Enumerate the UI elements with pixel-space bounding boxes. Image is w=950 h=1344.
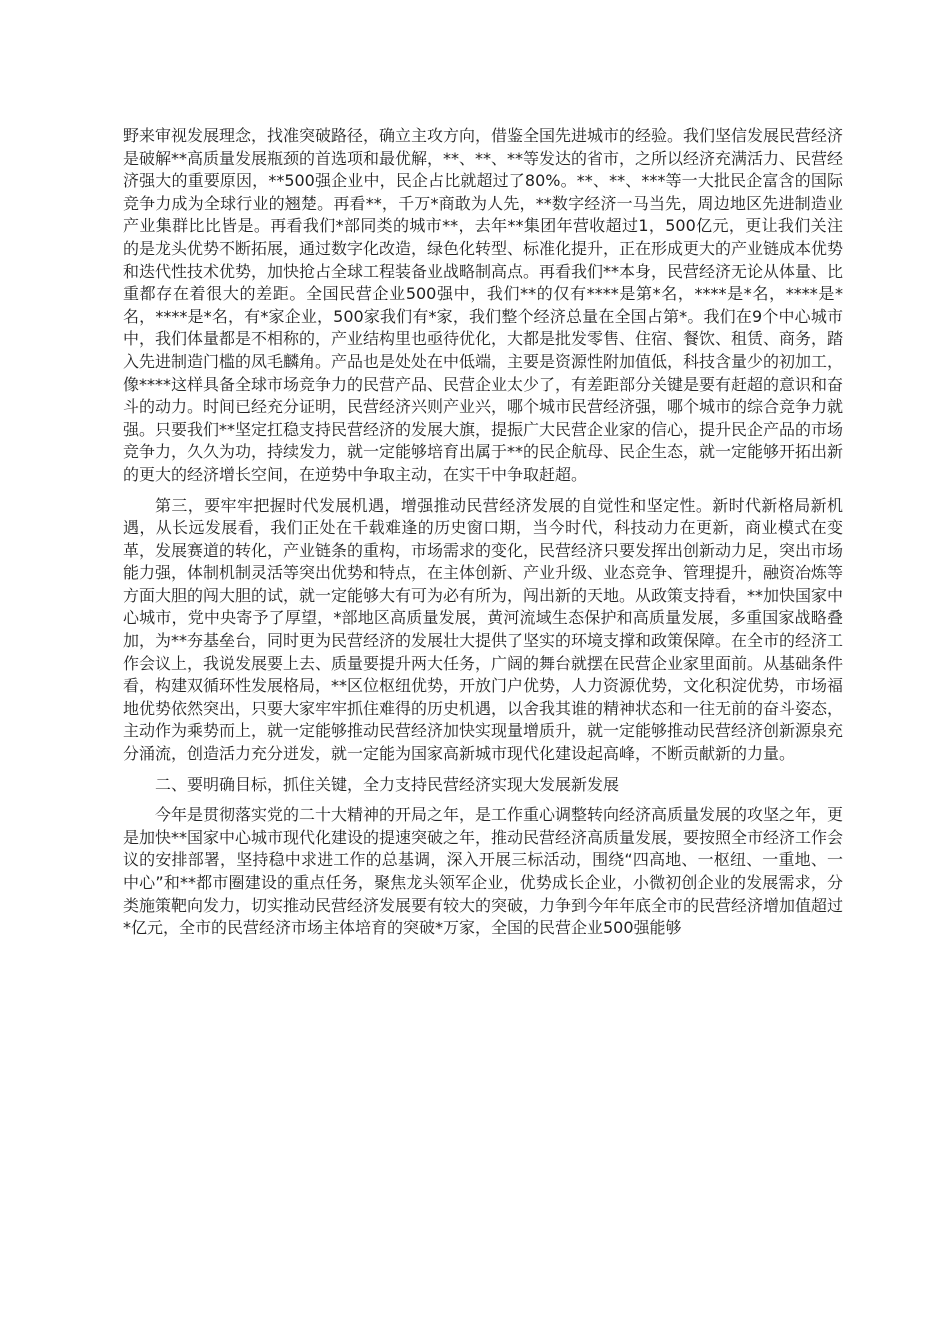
paragraph-continuation: 野来审视发展理念，找准突破路径，确立主攻方向，借鉴全国先进城市的经验。我们坚信发展民营经济是破解**高质量发展瓶颈的首选项和最优解，**、**、**等发达的省市，之所以经济充满活力、民营经济强大的重要原因，**500强企业中，民企占比就超过了80%。**、**、***等一大批民企富含的国际竞争力成为全球行业的翘楚。再看**，千万*商敢为人先，**数字经济一马当先，周边地区先进制造业产业集群比比皆是。再看我们*部同类的城市**，去年**集团年营收超过1，500亿元，更让我们关注的是龙头优势不断拓展，通过数字化改造，绿色化转型、标准化提升，正在形成更大的产业链成本优势和迭代性技术优势，加快抢占全球工程装备业战略制高点。再看我们**本身，民营经济无论从体量、比重都存在着很大的差距。全国民营企业500强中，我们**的仅有****是第*名，****是*名，****是*名，****是*名，有*家企业，500家我们有*家，我们整个经济总量在全国占第*。我们在9个中心城市中，我们体量都是不相称的，产业结构里也亟待优化，大都是批发零售、住宿、餐饮、租赁、商务，踏入先进制造门槛的凤毛麟角。产品也是处处在中低端，主要是资源性附加值低，科技含量少的初加工，像****这样具备全球市场竞争力的民营产品、民营企业太少了，有差距部分关键是要有赶超的意识和奋斗的动力。时间已经充分证明，民营经济兴则产业兴，哪个城市民营经济强，哪个城市的综合竞争力就强。只要我们**坚定扛稳支持民营经济的发展大旗，提振广大民营企业家的信心，提升民企产品的市场竞争力，久久为功，持续发力，就一定能够培育出属于**的民企航母、民企生态，就一定能够开拓出新的更大的经济增长空间，在逆势中争取主动，在实干中争取赶超。: [123, 126, 844, 484]
document-page: [123, 125, 843, 948]
paragraph-third-point: 第三，要牢牢把握时代发展机遇，增强推动民营经济发展的自觉性和坚定性。新时代新格局新机遇，从长远发展看，我们正处在千载难逢的历史窗口期，当今时代，科技动力在更新，商业模式在变革，发展赛道的转化，产业链条的重构，市场需求的变化，民营经济只要发挥出创新动力足，突出市场能力强，体制机制灵活等突出优势和特点，在主体创新、产业升级、业态竞争、管理提升，融资冶炼等方面大胆的闯大胆的试，就一定能够大有可为必有所为，闯出新的天地。从政策支持看，**加快国家中心城市，党中央寄予了厚望，*部地区高质量发展，黄河流域生态保护和高质量发展，多重国家战略叠加，为**夯基垒台，同时更为民营经济的发展壮大提供了坚实的环境支撑和政策保障。在全市的经济工作会议上，我说发展要上去、质量要提升两大任务，广阔的舞台就摆在民营企业家里面前。从基础条件看，构建双循环性发展格局，**区位枢纽优势，开放门户优势，人力资源优势，文化积淀优势，市场福地优势依然突出，只要大家牢牢抓住难得的历史机遇，以舍我其谁的精神状态和一往无前的奋斗姿态，主动作为乘势而上，就一定能够推动民营经济加快实现量增质升，就一定能够推动民营经济创新源泉充分涌流，创造活力充分迸发，就一定能为国家高新城市现代化建设起高峰，不断贡献新的力量。: [123, 495, 844, 764]
section-heading: 二、要明确目标，抓住关键，全力支持民营经济实现大发展新发展: [155, 774, 620, 794]
paragraph-section-two-body: 今年是贯彻落实党的二十大精神的开局之年，是工作重心调整转向经济高质量发展的攻坚之年，更是加快**国家中心城市现代化建设的提速突破之年，推动民营经济高质量发展，要按照全市经济工作会议的安排部署，坚持稳中求进工作的总基调，深入开展三标活动，围绕“四高地、一枢纽、一重地、一中心”和**都市圈建设的重点任务，聚焦龙头领军企业，优势成长企业，小微初创企业的发展需求，分类施策靶向发力，切实推动民营经济发展要有较大的突破，力争到今年年底全市的民营经济增加值超过*亿元，全市的民营经济市场主体培育的突破*万家，全国的民营企业500强能够: [123, 805, 844, 938]
